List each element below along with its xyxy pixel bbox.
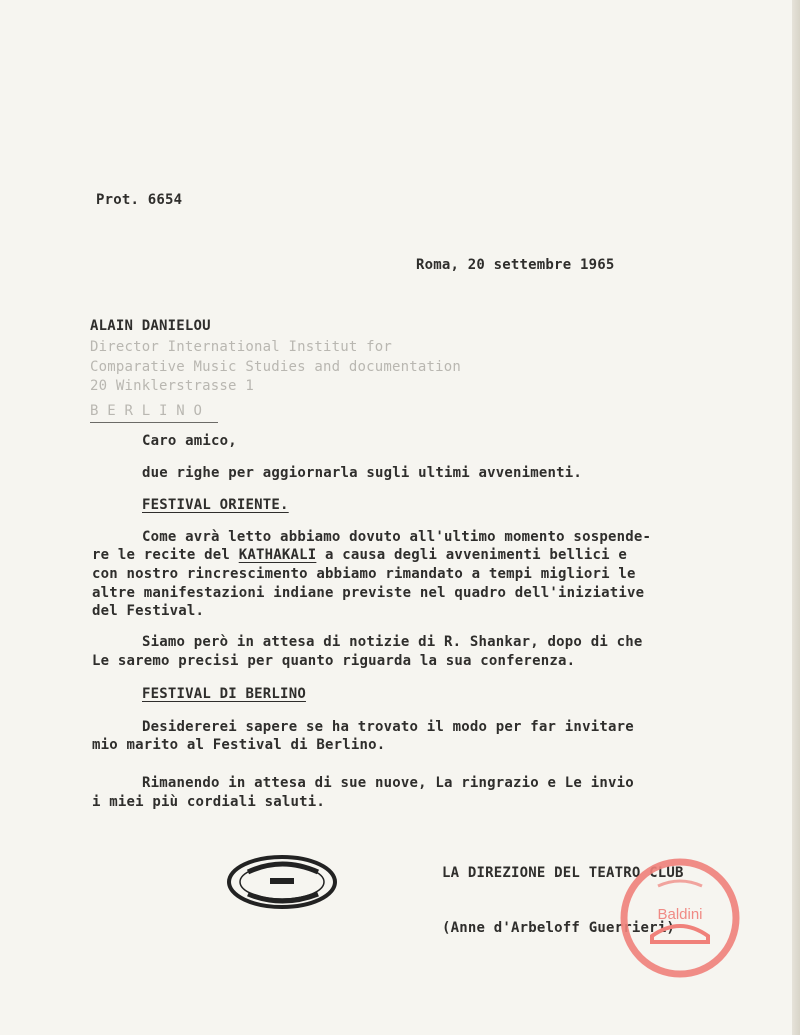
s2-p1-line2: mio marito al Festival di Berlino. (92, 737, 386, 753)
recipient-city: B E R L I N O (90, 403, 203, 419)
s1-p1-line2-start: re le recite del (92, 547, 239, 563)
s1-p1-line3: con nostro rincrescimento abbiamo rimandato a tempi migliori le (92, 566, 636, 582)
page-edge (792, 0, 800, 1035)
s1-p1-line2 (92, 547, 627, 563)
s1-p2-line1: Siamo però in attesa di notizie di R. Shankar, dopo di che (142, 634, 643, 650)
watermark-label: Baldini (657, 906, 703, 923)
signature-name: (Anne d'Arbeloff Guerrieri) (442, 920, 675, 936)
city-underline (90, 422, 218, 423)
salutation: Caro amico, (142, 433, 237, 449)
signature-organization: LA DIREZIONE DEL TEATRO CLUB (442, 865, 684, 881)
closing-line2: i miei più cordiali saluti. (92, 794, 325, 810)
place-date: Roma, 20 settembre 1965 (416, 257, 615, 273)
seal-stamp (226, 854, 338, 910)
recipient-line2: Comparative Music Studies and documentation (90, 359, 462, 375)
watermark-stamp (618, 856, 742, 980)
protocol-number: Prot. 6654 (96, 192, 183, 208)
closing-line1: Rimanendo in attesa di sue nuove, La ringrazio e Le invio (142, 775, 634, 791)
recipient-line3: 20 Winklerstrasse 1 (90, 378, 254, 394)
s2-p1-line1: Desidererei sapere se ha trovato il modo per far invitare (142, 719, 634, 735)
kathakali-word: KATHAKALI (238, 547, 317, 563)
recipient-line1: Director International Institut for (90, 339, 393, 355)
intro-line: due righe per aggiornarla sugli ultimi avvenimenti. (142, 465, 583, 481)
s1-p1-line1: Come avrà letto abbiamo dovuto all'ultimo momento sospende- (142, 529, 652, 545)
s1-p2-line2: Le saremo precisi per quanto riguarda la sua conferenza. (92, 653, 576, 669)
recipient-name: ALAIN DANIELOU (90, 318, 211, 334)
section1-heading: FESTIVAL ORIENTE. (142, 497, 289, 513)
s1-p1-line5: del Festival. (92, 603, 205, 619)
s1-p1-line2-end: a causa degli avvenimenti bellici e (316, 547, 628, 563)
s1-p1-line4: altre manifestazioni indiane previste nel quadro dell'iniziative (92, 585, 645, 601)
section2-heading: FESTIVAL DI BERLINO (142, 686, 306, 702)
